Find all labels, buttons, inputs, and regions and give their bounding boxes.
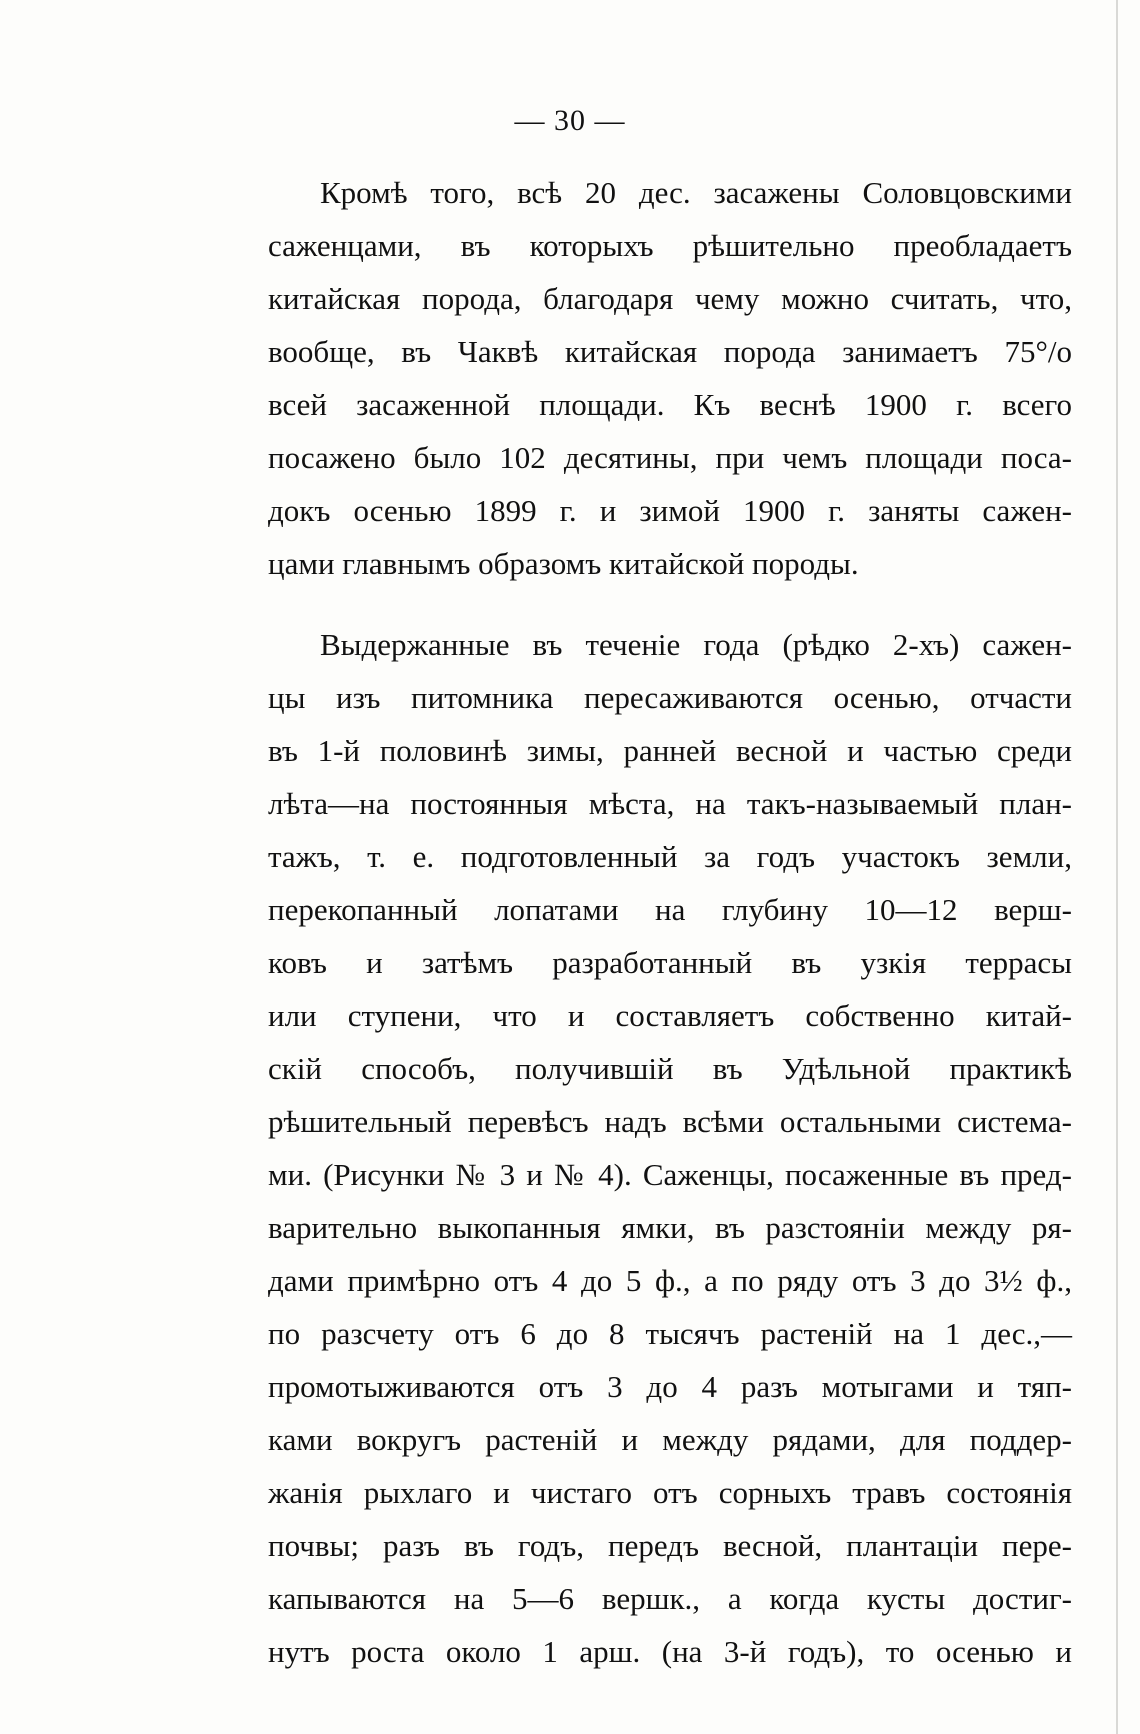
text-line: ковъ и затѣмъ разработанный въ узкія террасы — [268, 945, 1072, 980]
body-text — [268, 166, 1072, 1678]
text-line: Выдержанные въ теченіе года (рѣдко 2-хъ) сажен- — [320, 627, 1072, 662]
paragraph-gap — [268, 590, 1072, 618]
text-line: дами примѣрно отъ 4 до 5 ф., а по ряду отъ 3 до 3½ ф., — [268, 1263, 1072, 1298]
text-line: жанія рыхлаго и чистаго отъ сорныхъ травъ состоянія — [268, 1475, 1072, 1510]
text-line: рѣшительный перевѣсъ надъ всѣми остальными система- — [268, 1104, 1072, 1139]
text-line: саженцами, въ которыхъ рѣшительно преобладаетъ — [268, 228, 1072, 263]
text-line: Кромѣ того, всѣ 20 дес. засажены Соловцовскими — [320, 175, 1072, 210]
text-line: посажено было 102 десятины, при чемъ площади поса- — [268, 440, 1072, 475]
text-line: вообще, въ Чаквѣ китайская порода занимаетъ 75°/о — [268, 334, 1072, 369]
text-line: или ступени, что и составляетъ собственно китай- — [268, 998, 1072, 1033]
page-number: — 30 — — [514, 104, 626, 137]
text-line: скій способъ, получившій въ Удѣльной практикѣ — [268, 1051, 1072, 1086]
text-line: въ 1-й половинѣ зимы, ранней весной и частью среди — [268, 733, 1072, 768]
paragraph — [268, 618, 1072, 1678]
text-line: перекопанный лопатами на глубину 10—12 верш- — [268, 892, 1072, 927]
text-line: китайская порода, благодаря чему можно считать, что, — [268, 281, 1072, 316]
paragraph — [268, 166, 1072, 590]
text-line: цы изъ питомника пересаживаются осенью, отчасти — [268, 680, 1072, 715]
text-line: промотыживаются отъ 3 до 4 разъ мотыгами и тяп- — [268, 1369, 1072, 1404]
text-line: тажъ, т. е. подготовленный за годъ участокъ земли, — [268, 839, 1072, 874]
text-line: варительно выкопанныя ямки, въ разстояніи между ря- — [268, 1210, 1072, 1245]
text-line: почвы; разъ въ годъ, передъ весной, плантаціи пере- — [268, 1528, 1072, 1563]
text-line: по разсчету отъ 6 до 8 тысячъ растеній на 1 дес.,— — [268, 1316, 1072, 1351]
text-line: ками вокругъ растеній и между рядами, для поддер- — [268, 1422, 1072, 1457]
page-edge-line — [1116, 0, 1118, 1734]
text-line: лѣта—на постоянныя мѣста, на такъ-называемый план- — [268, 786, 1072, 821]
text-line: цами главнымъ образомъ китайской породы. — [268, 546, 859, 581]
text-line: ми. (Рисунки № 3 и № 4). Саженцы, посаженные въ пред- — [268, 1157, 1072, 1192]
text-line: капываются на 5—6 вершк., а когда кусты достиг- — [268, 1581, 1072, 1616]
text-line: нутъ роста около 1 арш. (на 3-й годъ), то осенью и — [268, 1634, 1072, 1669]
text-line: докъ осенью 1899 г. и зимой 1900 г. заняты сажен- — [268, 493, 1072, 528]
text-line: всей засаженной площади. Къ веснѣ 1900 г. всего — [268, 387, 1072, 422]
